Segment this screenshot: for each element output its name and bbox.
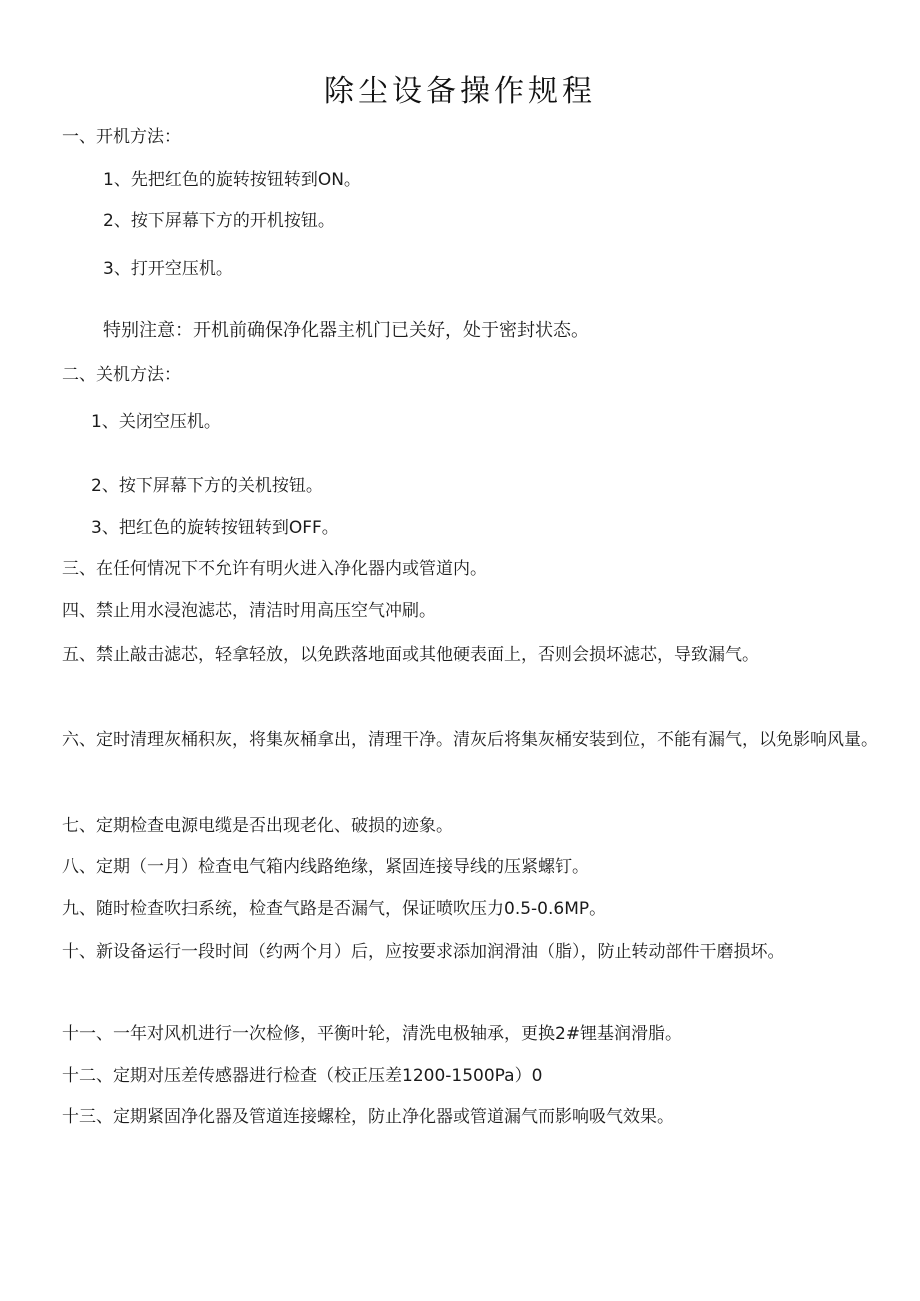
rule-6 [62,718,904,762]
rule-6-text: 六、定时清理灰桶积灰，将集灰桶拿出，清理干净。清灰后将集灰桶安装到位，不能有漏气，以免影响风量。 [62,730,878,750]
rule-11: 十一、一年对风机进行一次检修，平衡叶轮，清洗电极轴承，更换2#锂基润滑脂。 [62,1024,683,1044]
document-title: 除尘设备操作规程 [324,74,596,109]
rule-5-text: 五、禁止敲击滤芯，轻拿轻放，以免跌落地面或其他硬表面上，否则会损坏滤芯，导致漏气。 [62,645,759,665]
shutdown-step-1: 1、关闭空压机。 [91,412,221,432]
rule-3: 三、在任何情况下不允许有明火进入净化器内或管道内。 [62,559,487,579]
rule-7: 七、定期检查电源电缆是否出现老化、破损的迹象。 [62,816,453,836]
rule-12: 十二、定期对压差传感器进行检查（校正压差1200-1500Pa）0 [62,1066,543,1086]
rule-8: 八、定期（一月）检查电气箱内线路绝缘，紧固连接导线的压紧螺钉。 [62,857,589,877]
rule-9: 九、随时检查吹扫系统，检查气路是否漏气，保证喷吹压力0.5-0.6MP。 [62,899,607,919]
rule-5 [62,633,904,677]
startup-heading: 一、开机方法： [62,127,181,147]
rule-13: 十三、定期紧固净化器及管道连接螺栓，防止净化器或管道漏气而影响吸气效果。 [62,1107,674,1127]
startup-step-2: 2、按下屏幕下方的开机按钮。 [103,211,335,231]
rule-10 [62,930,904,974]
rule-10-text: 十、新设备运行一段时间（约两个月）后，应按要求添加润滑油（脂），防止转动部件干磨损坏。 [62,942,785,962]
shutdown-step-3: 3、把红色的旋转按钮转到OFF。 [91,518,339,538]
shutdown-step-2: 2、按下屏幕下方的关机按钮。 [91,476,323,496]
shutdown-heading: 二、关机方法： [62,365,181,385]
startup-step-3: 3、打开空压机。 [103,259,233,279]
startup-step-1: 1、先把红色的旋转按钮转到ON。 [103,170,361,190]
startup-note: 特别注意：开机前确保净化器主机门已关好，处于密封状态。 [103,320,589,341]
rule-4: 四、禁止用水浸泡滤芯，清洁时用高压空气冲刷。 [62,601,436,621]
